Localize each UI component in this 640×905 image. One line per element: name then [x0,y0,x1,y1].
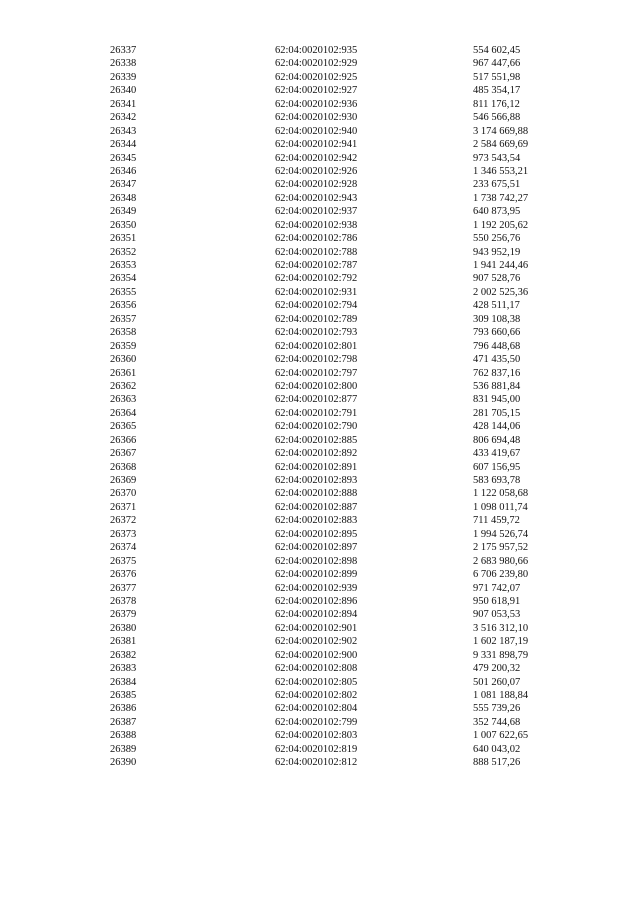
table-row [0,582,640,595]
table-row [0,702,640,715]
row-number-cell: 26367 [110,448,137,460]
row-number-cell: 26360 [110,354,137,366]
cadastral-number-cell: 62:04:0020102:789 [275,313,358,325]
cadastral-value-cell: 233 675,51 [473,179,521,191]
cadastral-value-cell: 907 053,53 [473,609,521,621]
table-row [0,340,640,353]
cadastral-number-cell: 62:04:0020102:804 [275,703,358,715]
table-row [0,125,640,138]
table-row [0,635,640,648]
cadastral-value-cell: 640 043,02 [473,743,521,755]
table-row [0,111,640,124]
table-row [0,756,640,769]
cadastral-value-cell: 831 945,00 [473,394,521,406]
table-row [0,138,640,151]
cadastral-number-cell: 62:04:0020102:808 [275,663,358,675]
cadastral-number-cell: 62:04:0020102:797 [275,367,358,379]
cadastral-number-cell: 62:04:0020102:941 [275,139,358,151]
cadastral-value-cell: 9 331 898,79 [473,649,529,661]
table-row [0,205,640,218]
cadastral-number-cell: 62:04:0020102:902 [275,636,358,648]
cadastral-number-cell: 62:04:0020102:939 [275,582,358,594]
table-row [0,98,640,111]
cadastral-value-cell: 888 517,26 [473,757,521,769]
cadastral-number-cell: 62:04:0020102:938 [275,219,358,231]
cadastral-value-cell: 973 543,54 [473,152,521,164]
cadastral-number-cell: 62:04:0020102:883 [275,515,358,527]
row-number-cell: 26374 [110,542,137,554]
cadastral-number-cell: 62:04:0020102:901 [275,622,358,634]
table-row [0,178,640,191]
table-row [0,299,640,312]
table-row [0,434,640,447]
cadastral-number-cell: 62:04:0020102:877 [275,394,358,406]
cadastral-value-cell: 2 175 957,52 [473,542,529,554]
row-number-cell: 26361 [110,367,137,379]
cadastral-number-cell: 62:04:0020102:799 [275,716,358,728]
cadastral-value-cell: 640 873,95 [473,206,521,218]
row-number-cell: 26347 [110,179,137,191]
row-number-cell: 26378 [110,595,137,607]
cadastral-number-cell: 62:04:0020102:794 [275,300,358,312]
row-number-cell: 26376 [110,569,137,581]
cadastral-value-cell: 907 528,76 [473,273,521,285]
cadastral-number-cell: 62:04:0020102:791 [275,407,358,419]
cadastral-value-cell: 3 174 669,88 [473,125,529,137]
row-number-cell: 26371 [110,501,137,513]
row-number-cell: 26372 [110,515,137,527]
row-number-cell: 26343 [110,125,137,137]
row-number-cell: 26388 [110,730,137,742]
table-row [0,407,640,420]
cadastral-number-cell: 62:04:0020102:800 [275,380,358,392]
table-row [0,272,640,285]
cadastral-number-cell: 62:04:0020102:926 [275,165,358,177]
table-row [0,595,640,608]
table-row [0,501,640,514]
cadastral-number-cell: 62:04:0020102:812 [275,757,358,769]
cadastral-value-cell: 1 192 205,62 [473,219,529,231]
cadastral-number-cell: 62:04:0020102:927 [275,85,358,97]
cadastral-number-cell: 62:04:0020102:891 [275,461,358,473]
row-number-cell: 26386 [110,703,137,715]
row-number-cell: 26366 [110,434,137,446]
table-row [0,622,640,635]
row-number-cell: 26377 [110,582,137,594]
cadastral-value-cell: 583 693,78 [473,475,521,486]
cadastral-number-cell: 62:04:0020102:803 [275,730,358,742]
row-number-cell: 26355 [110,286,137,298]
row-number-cell: 26349 [110,206,137,218]
cadastral-value-cell: 1 081 188,84 [473,690,529,701]
cadastral-value-cell: 711 459,72 [473,515,520,527]
cadastral-value-cell: 485 354,17 [473,85,521,97]
table-row [0,514,640,527]
row-number-cell: 26384 [110,676,137,688]
cadastral-value-cell: 6 706 239,80 [473,569,529,581]
cadastral-number-cell: 62:04:0020102:897 [275,542,358,554]
cadastral-value-cell: 796 448,68 [473,340,521,352]
cadastral-number-cell: 62:04:0020102:899 [275,569,358,581]
table-row [0,743,640,756]
cadastral-number-cell: 62:04:0020102:940 [275,125,358,137]
cadastral-number-cell: 62:04:0020102:892 [275,448,358,460]
cadastral-value-cell: 352 744,68 [473,716,521,728]
row-number-cell: 26380 [110,622,137,634]
cadastral-number-cell: 62:04:0020102:937 [275,206,358,218]
cadastral-value-cell: 3 516 312,10 [473,622,529,634]
cadastral-number-cell: 62:04:0020102:888 [275,488,358,500]
table-row [0,313,640,326]
table-row [0,716,640,729]
table-row [0,353,640,366]
cadastral-number-cell: 62:04:0020102:900 [275,649,358,661]
cadastral-number-cell: 62:04:0020102:802 [275,690,358,701]
table-row [0,380,640,393]
cadastral-value-cell: 2 002 525,36 [473,286,529,298]
table-row [0,219,640,232]
table-row [0,71,640,84]
cadastral-value-cell: 1 098 011,74 [473,501,528,513]
cadastral-value-cell: 2 584 669,69 [473,139,529,151]
row-number-cell: 26354 [110,273,137,285]
row-number-cell: 26356 [110,300,137,312]
table-row [0,420,640,433]
table-row [0,568,640,581]
table-row [0,246,640,259]
cadastral-value-cell: 2 683 980,66 [473,555,529,567]
table-row [0,192,640,205]
table-row [0,689,640,702]
cadastral-number-cell: 62:04:0020102:798 [275,354,358,366]
cadastral-value-cell: 550 256,76 [473,233,521,245]
cadastral-value-cell: 309 108,38 [473,313,521,325]
row-number-cell: 26339 [110,71,137,83]
row-number-cell: 26351 [110,233,137,245]
cadastral-number-cell: 62:04:0020102:893 [275,475,358,486]
table-row [0,487,640,500]
cadastral-number-cell: 62:04:0020102:930 [275,112,358,124]
row-number-cell: 26381 [110,636,137,648]
cadastral-number-cell: 62:04:0020102:786 [275,233,358,245]
cadastral-number-cell: 62:04:0020102:895 [275,528,358,540]
cadastral-value-table [0,44,640,770]
row-number-cell: 26341 [110,98,137,110]
cadastral-value-cell: 1 602 187,19 [473,636,529,648]
table-row [0,555,640,568]
table-row [0,729,640,742]
cadastral-value-cell: 1 941 244,46 [473,260,529,271]
row-number-cell: 26348 [110,192,137,204]
row-number-cell: 26390 [110,757,137,769]
table-row [0,57,640,70]
cadastral-value-cell: 811 176,12 [473,98,520,110]
cadastral-value-cell: 607 156,95 [473,461,521,473]
row-number-cell: 26337 [110,45,137,56]
cadastral-number-cell: 62:04:0020102:801 [275,340,358,352]
cadastral-number-cell: 62:04:0020102:942 [275,152,358,164]
cadastral-value-cell: 762 837,16 [473,367,521,379]
cadastral-number-cell: 62:04:0020102:792 [275,273,358,285]
cadastral-value-cell: 555 739,26 [473,703,521,715]
cadastral-number-cell: 62:04:0020102:943 [275,192,358,204]
table-row [0,165,640,178]
cadastral-value-cell: 950 618,91 [473,595,521,607]
row-number-cell: 26344 [110,139,137,151]
row-number-cell: 26387 [110,716,137,728]
row-number-cell: 26363 [110,394,137,406]
row-number-cell: 26346 [110,165,137,177]
row-number-cell: 26369 [110,475,137,486]
row-number-cell: 26389 [110,743,137,755]
row-number-cell: 26373 [110,528,137,540]
row-number-cell: 26362 [110,380,137,392]
table-row [0,474,640,487]
cadastral-number-cell: 62:04:0020102:928 [275,179,358,191]
cadastral-value-cell: 971 742,07 [473,582,521,594]
row-number-cell: 26379 [110,609,137,621]
cadastral-number-cell: 62:04:0020102:896 [275,595,358,607]
cadastral-value-cell: 501 260,07 [473,676,521,688]
table-row [0,84,640,97]
cadastral-number-cell: 62:04:0020102:935 [275,45,358,56]
cadastral-value-cell: 433 419,67 [473,448,521,460]
cadastral-value-cell: 554 602,45 [473,45,521,56]
cadastral-value-cell: 517 551,98 [473,71,521,83]
cadastral-value-cell: 281 705,15 [473,407,521,419]
cadastral-number-cell: 62:04:0020102:805 [275,676,358,688]
table-row [0,44,640,57]
cadastral-value-cell: 1 346 553,21 [473,165,529,177]
cadastral-value-cell: 471 435,50 [473,354,521,366]
row-number-cell: 26338 [110,58,137,70]
cadastral-value-cell: 546 566,88 [473,112,521,124]
cadastral-number-cell: 62:04:0020102:819 [275,743,358,755]
cadastral-value-cell: 428 144,06 [473,421,521,433]
cadastral-number-cell: 62:04:0020102:787 [275,260,358,271]
cadastral-value-cell: 479 200,32 [473,663,521,675]
row-number-cell: 26340 [110,85,137,97]
cadastral-value-cell: 806 694,48 [473,434,521,446]
table-row [0,541,640,554]
row-number-cell: 26342 [110,112,137,124]
row-number-cell: 26385 [110,690,137,701]
cadastral-value-cell: 793 660,66 [473,327,521,339]
cadastral-value-cell: 428 511,17 [473,300,520,312]
table-row [0,367,640,380]
cadastral-value-cell: 536 881,84 [473,380,521,392]
row-number-cell: 26383 [110,663,137,675]
row-number-cell: 26358 [110,327,137,339]
row-number-cell: 26382 [110,649,137,661]
row-number-cell: 26364 [110,407,137,419]
cadastral-number-cell: 62:04:0020102:887 [275,501,358,513]
table-row [0,286,640,299]
row-number-cell: 26350 [110,219,137,231]
cadastral-number-cell: 62:04:0020102:793 [275,327,358,339]
row-number-cell: 26375 [110,555,137,567]
row-number-cell: 26359 [110,340,137,352]
row-number-cell: 26352 [110,246,137,258]
cadastral-number-cell: 62:04:0020102:925 [275,71,358,83]
table-row [0,676,640,689]
cadastral-number-cell: 62:04:0020102:936 [275,98,358,110]
cadastral-number-cell: 62:04:0020102:894 [275,609,358,621]
table-row [0,326,640,339]
table-row [0,259,640,272]
row-number-cell: 26353 [110,260,137,271]
table-row [0,447,640,460]
table-row [0,608,640,621]
table-row [0,152,640,165]
cadastral-value-cell: 943 952,19 [473,246,521,258]
table-row [0,393,640,406]
cadastral-number-cell: 62:04:0020102:790 [275,421,358,433]
row-number-cell: 26370 [110,488,137,500]
table-row [0,528,640,541]
cadastral-number-cell: 62:04:0020102:929 [275,58,358,70]
cadastral-value-cell: 967 447,66 [473,58,521,70]
cadastral-number-cell: 62:04:0020102:898 [275,555,358,567]
row-number-cell: 26365 [110,421,137,433]
cadastral-number-cell: 62:04:0020102:885 [275,434,358,446]
cadastral-value-cell: 1 007 622,65 [473,730,529,742]
row-number-cell: 26368 [110,461,137,473]
cadastral-value-cell: 1 738 742,27 [473,192,529,204]
cadastral-value-cell: 1 994 526,74 [473,528,529,540]
table-row [0,649,640,662]
table-row [0,461,640,474]
cadastral-number-cell: 62:04:0020102:931 [275,286,358,298]
row-number-cell: 26345 [110,152,137,164]
table-row [0,662,640,675]
cadastral-value-cell: 1 122 058,68 [473,488,529,500]
table-row [0,232,640,245]
cadastral-number-cell: 62:04:0020102:788 [275,246,358,258]
row-number-cell: 26357 [110,313,137,325]
